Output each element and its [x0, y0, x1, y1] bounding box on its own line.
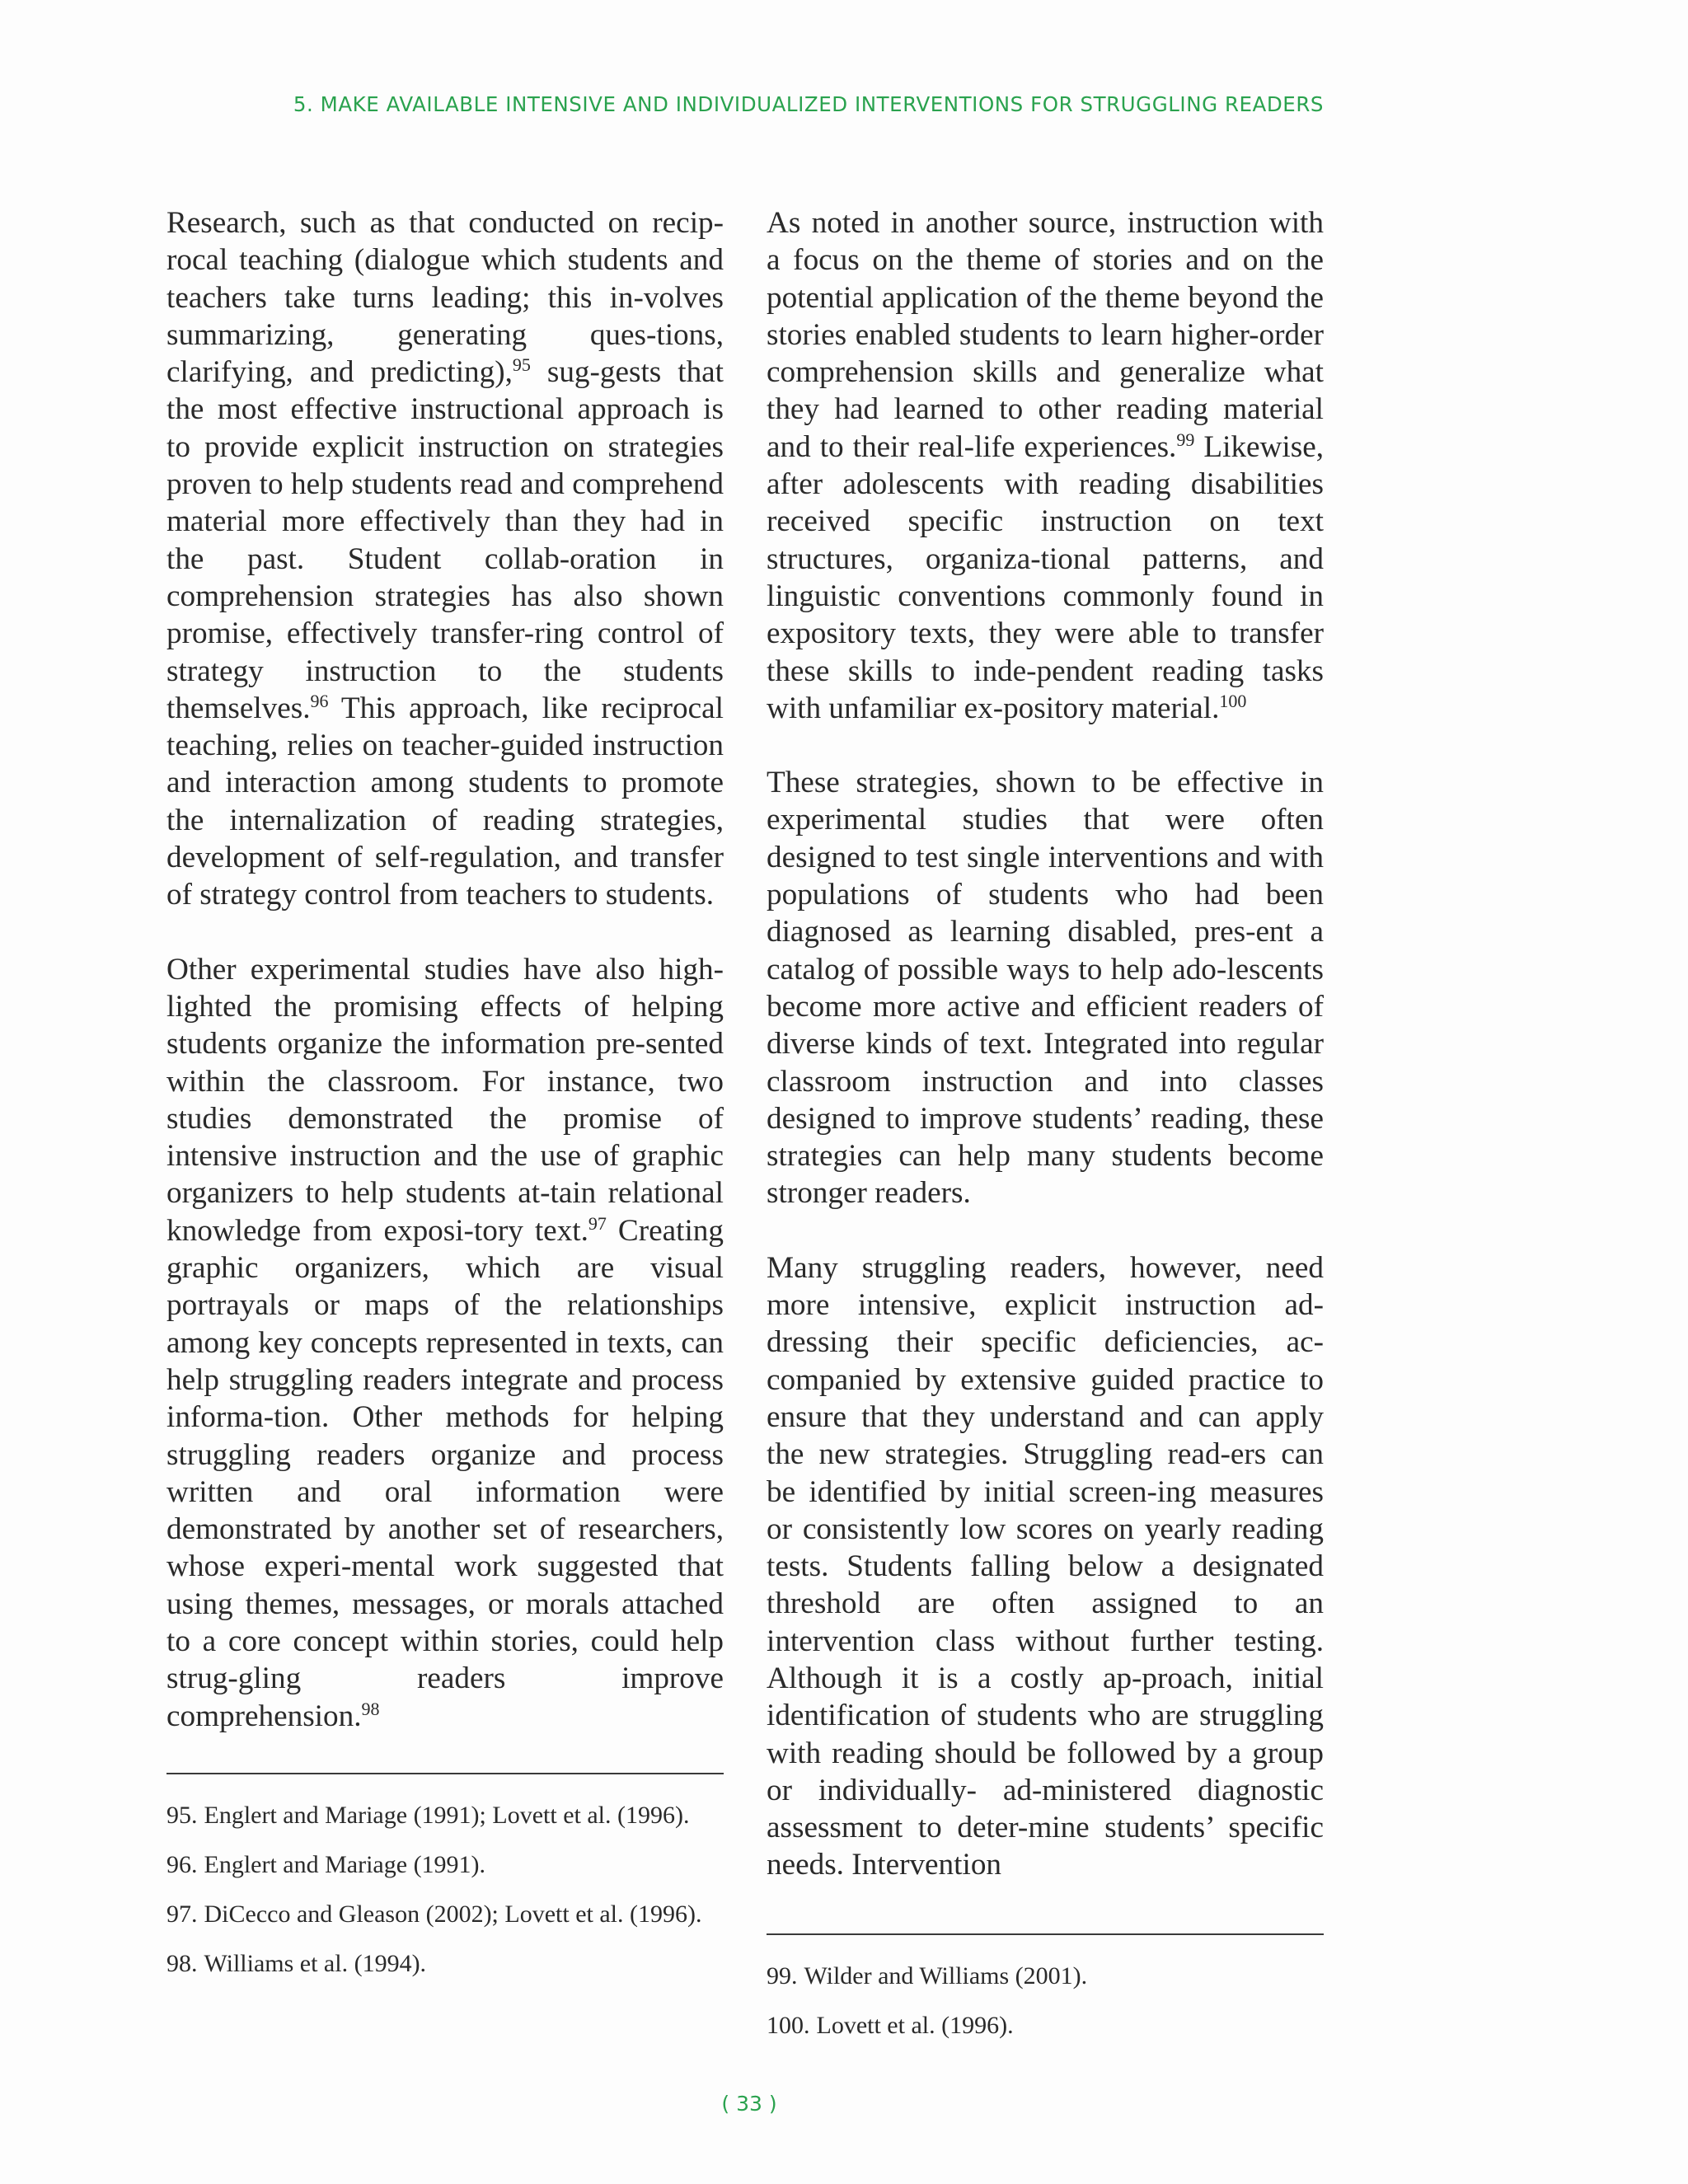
body-paragraph [166, 951, 724, 1735]
left-column [166, 204, 724, 1997]
paragraph-text: This approach, like reciprocal teaching, relies on teacher-guided instruction and interaction among students to promote the internalization of reading strategies, development of self-regulation, and transfer of strategy control from teachers to students. [166, 691, 724, 912]
footnote-ref[interactable]: 100 [1219, 690, 1247, 711]
footnote-ref[interactable]: 96 [310, 690, 329, 711]
paragraph-text: Other experimental studies have also high-lighted the promising effects of helping students organize the information pre-sented within the classroom. For instance, two studies demonstrated the promise of intensive instruction and the use of graphic organizers to help students at-tain relational knowledge from exposi-tory text. [166, 952, 724, 1248]
footnote-number: 97. [166, 1900, 198, 1928]
paragraph-text: Likewise, after adolescents with reading disabilities received specific instruction on text structures, organiza-tional patterns, and linguistic conventions commonly found in expository texts, they were able to transfer these skills to inde-pendent reading tasks with unfamiliar ex-pository material. [767, 429, 1324, 725]
footnote-ref[interactable]: 99 [1176, 429, 1195, 450]
footnote-ref[interactable]: 98 [361, 1698, 380, 1719]
footnote-divider [767, 1933, 1324, 1935]
right-column [767, 204, 1324, 2059]
body-paragraph: Many struggling readers, however, need more intensive, explicit instruction ad-dressing their specific deficiencies, ac-companied by extensive guided practice to ensure that they understand and can apply the new strategies. Struggling read-ers can be identified by initial screen-ing measures or consistently low scores on yearly reading tests. Students falling below a designated threshold are often assigned to an intervention class without further testing. Although it is a costly ap-proach, initial identification of students who are struggling with reading should be followed by a group or individually- ad-ministered diagnostic assessment to deter-mine students’ specific needs. Intervention [767, 1250, 1324, 1882]
footnote-text: Englert and Mariage (1991); Lovett et al. (1996). [204, 1801, 690, 1829]
footnote-item [166, 1799, 724, 1832]
body-paragraph: These strategies, shown to be effective in experimental studies that were often designed to test single interventions and with populations of students who had been diagnosed as learning disabled, pres-ent a catalog of possible ways to help ado-lescents become more active and efficient readers of diverse kinds of text. Integrated into regular classroom instruction and into classes designed to improve students’ reading, these strategies can help many students become stronger readers. [767, 766, 1324, 1211]
footnote-item [166, 1898, 724, 1931]
footnote-text: Englert and Mariage (1991). [204, 1850, 486, 1878]
footnote-number: 95. [166, 1801, 198, 1829]
footnote-item [166, 1947, 724, 1980]
footnote-ref[interactable]: 97 [588, 1212, 607, 1234]
paragraph-text: Research, such as that conducted on recip-rocal teaching (dialogue which students and teachers take turns leading; this in-volves summarizing, generating ques-tions, clarifying, and predicting), [166, 206, 724, 390]
footnote-text: DiCecco and Gleason (2002); Lovett et al. (1996). [204, 1900, 702, 1928]
paragraph-text: sug-gests that the most effective instructional approach is to provide explicit instruction on strategies proven to help students read and comprehend material more effectively than they had in the past. Student collab-oration in comprehension strategies has also shown promise, effectively transfer-ring control of strategy instruction to the students themselves. [166, 355, 724, 725]
footnote-number: 100. [767, 2011, 810, 2039]
footnote-divider [166, 1773, 724, 1774]
footnote-text: Williams et al. (1994). [204, 1949, 427, 1977]
body-paragraph [767, 204, 1324, 727]
page-number: ( 33 ) [721, 2092, 777, 2116]
footnote-text: Wilder and Williams (2001). [804, 1961, 1088, 1990]
footnote-number: 98. [166, 1949, 198, 1977]
footnote-item [166, 1849, 724, 1882]
footnote-ref[interactable]: 95 [512, 354, 531, 376]
paragraph-text: As noted in another source, instruction with a focus on the theme of stories and on the potential application of the theme beyond the stories enabled students to learn higher-order comprehension skills and generalize what they had learned to other reading material and to their real-life experiences. [767, 206, 1324, 464]
body-paragraph [166, 204, 724, 914]
footnote-item [767, 2009, 1324, 2042]
paragraph-text: Creating graphic organizers, which are visual portrayals or maps of the relationships among key concepts represented in texts, can help struggling readers integrate and process informa-tion. Other methods for helping struggling readers organize and process written and oral information were demonstrated by another set of researchers, whose experi-mental work suggested that using themes, messages, or morals attached to a core concept within stories, could help strug-gling readers improve comprehension. [166, 1213, 724, 1733]
footnote-number: 96. [166, 1850, 198, 1878]
footnote-item [767, 1960, 1324, 1993]
footnotes-left [166, 1799, 724, 1980]
running-header: 5. MAKE AVAILABLE INTENSIVE AND INDIVIDUALIZED INTERVENTIONS FOR STRUGGLING READERS [293, 92, 1324, 116]
footnote-text: Lovett et al. (1996). [816, 2011, 1014, 2039]
footnotes-right [767, 1960, 1324, 2042]
footnote-number: 99. [767, 1961, 798, 1990]
